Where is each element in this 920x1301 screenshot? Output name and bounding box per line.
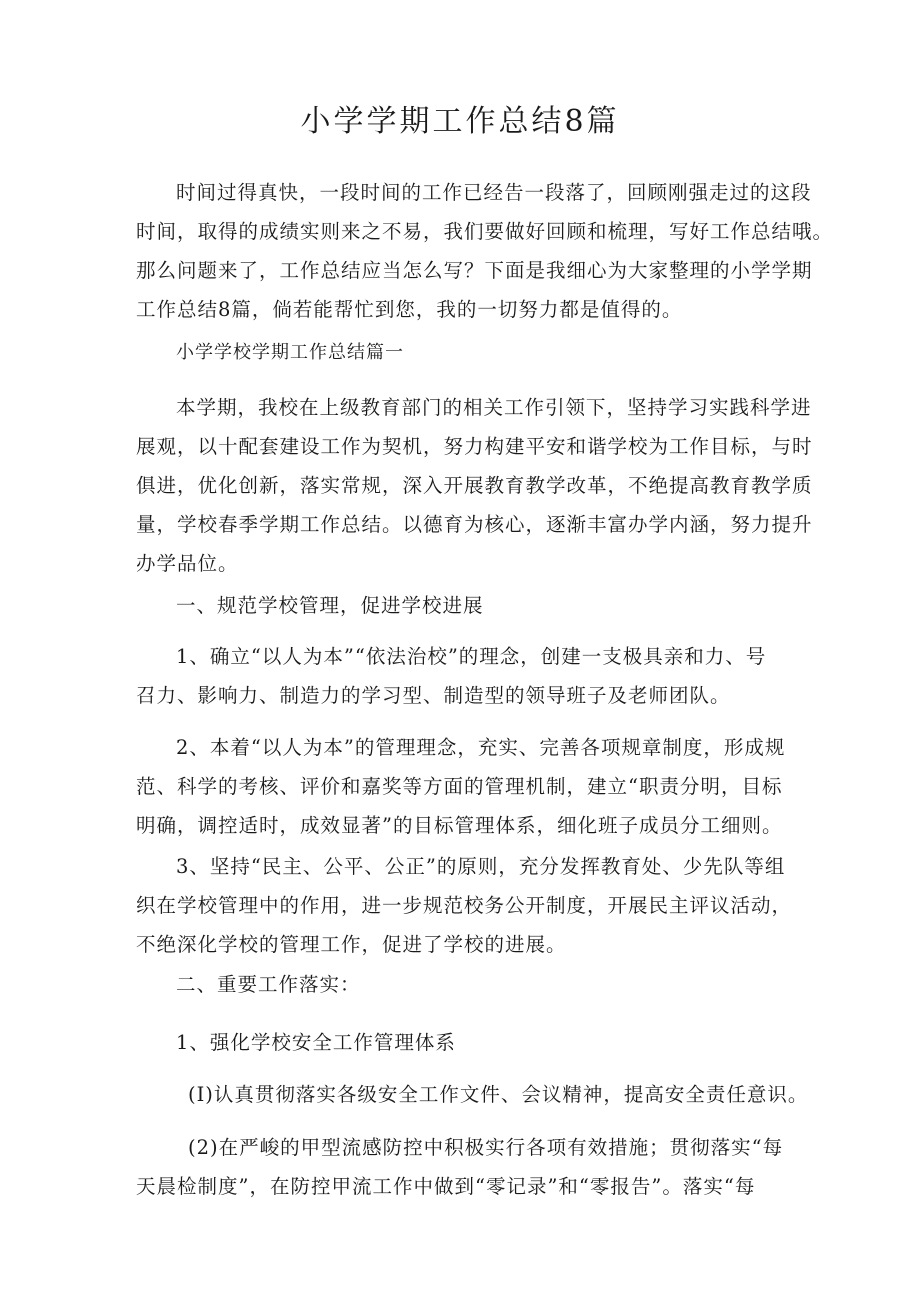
document-title: 小学学期工作总结8篇 bbox=[300, 104, 620, 139]
text-line: 2、本着“以人为本”的管理理念，充实、完善各项规章制度，形成规 bbox=[176, 736, 786, 759]
text-line: 办学品位。 bbox=[136, 552, 239, 575]
intro-paragraph bbox=[136, 173, 834, 329]
text-line: 1、强化学校安全工作管理体系 bbox=[176, 1031, 456, 1054]
section-heading bbox=[136, 333, 796, 372]
text-line: 展观，以十配套建设工作为契机，努力构建平安和谐学校为工作目标，与时 bbox=[136, 435, 813, 458]
body-paragraph bbox=[136, 637, 796, 715]
text-line: 范、科学的考核、评价和嘉奖等方面的管理机制，建立“职责分明，目标 bbox=[136, 775, 783, 798]
text-line: 那么问题来了，工作总结应当怎么写？下面是我细心为大家整理的小学学期 bbox=[136, 259, 813, 282]
text-line: 不绝深化学校的管理工作，促进了学校的进展。 bbox=[136, 933, 567, 956]
body-paragraph bbox=[136, 388, 813, 583]
text-line: 量，学校春季学期工作总结。以德育为核心，逐渐丰富办学内涵，努力提升 bbox=[136, 513, 813, 536]
text-line: 明确，调控适时，成效显著”的目标管理体系，细化班子成员分工细则。 bbox=[136, 814, 783, 837]
body-paragraph bbox=[136, 728, 796, 845]
text-line: 一、规范学校管理，促进学校进展 bbox=[176, 594, 484, 617]
text-line: 俱进，优化创新，落实常规，深入开展教育教学改革，不绝提高教育教学质 bbox=[136, 474, 813, 497]
section-heading bbox=[136, 965, 796, 1004]
text-line: 召力、影响力、制造力的学习型、制造型的领导班子及老师团队。 bbox=[136, 684, 731, 707]
text-line: 时间，取得的成绩实则来之不易，我们要做好回顾和梳理，写好工作总结哦。 bbox=[136, 220, 834, 243]
list-item bbox=[136, 1075, 809, 1114]
list-item bbox=[136, 1128, 796, 1206]
body-paragraph bbox=[136, 847, 796, 964]
text-line: 天晨检制度”，在防控甲流工作中做到“零记录”和“零报告”。落实“每 bbox=[136, 1175, 756, 1198]
text-line: (I)认真贯彻落实各级安全工作文件、会议精神，提高安全责任意识。 bbox=[188, 1083, 809, 1106]
subsection-heading bbox=[136, 1023, 796, 1062]
text-line: (2)在严峻的甲型流感防控中积极实行各项有效措施；贯彻落实“每 bbox=[188, 1136, 784, 1159]
text-line: 织在学校管理中的作用，进一步规范校务公开制度，开展民主评议活动， bbox=[136, 894, 793, 917]
text-line: 本学期，我校在上级教育部门的相关工作引领下，坚持学习实践科学进 bbox=[176, 396, 812, 419]
text-line: 二、重要工作落实： bbox=[176, 973, 361, 996]
section-heading bbox=[136, 586, 796, 625]
text-line: 1、确立“以人为本”“依法治校”的理念，创建一支极具亲和力、号 bbox=[176, 645, 767, 668]
text-line: 工作总结8篇，倘若能帮忙到您，我的一切努力都是值得的。 bbox=[136, 298, 683, 321]
text-line: 小学学校学期工作总结篇一 bbox=[176, 342, 404, 363]
text-line: 时间过得真快，一段时间的工作已经告一段落了，回顾刚强走过的这段 bbox=[176, 181, 812, 204]
text-line: 3、坚持“民主、公平、公正”的原则，充分发挥教育处、少先队等组 bbox=[176, 855, 786, 878]
